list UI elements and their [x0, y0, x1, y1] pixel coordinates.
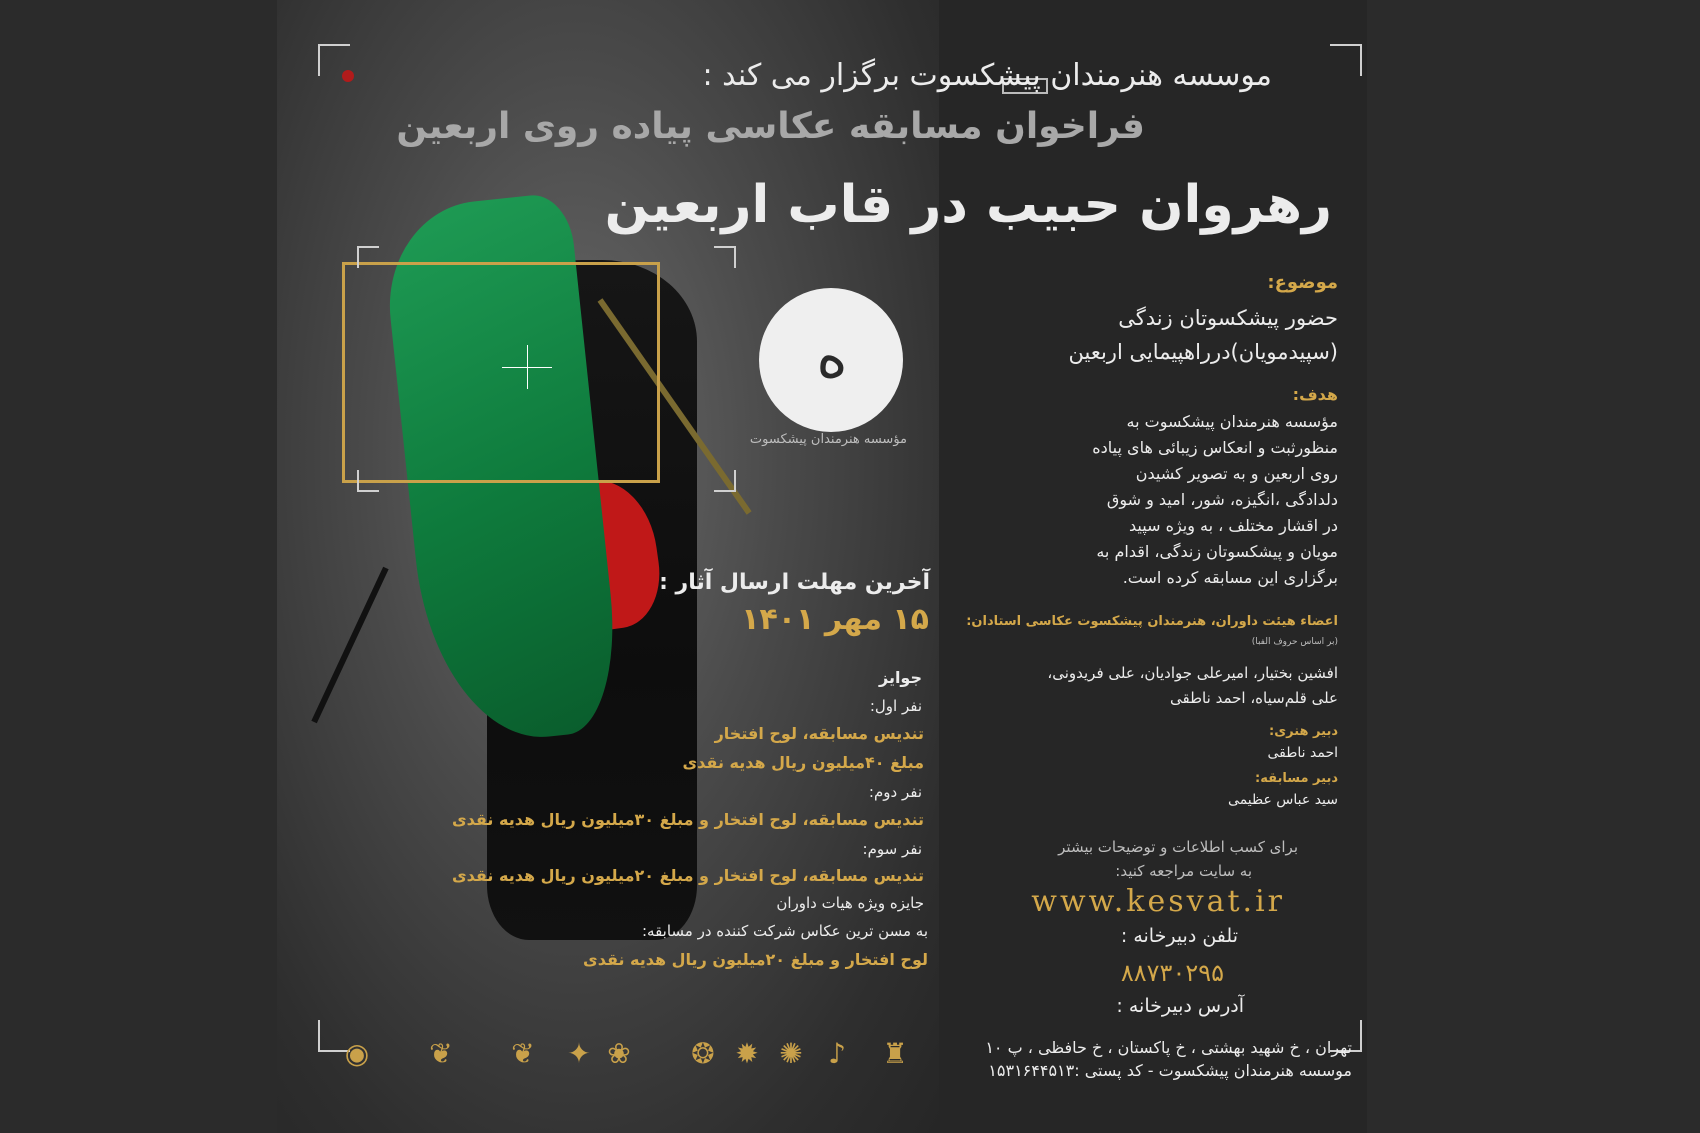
special-prize-line: لوح افتخار و مبلغ ۲۰میلیون ریال هدیه نقدی: [583, 950, 928, 969]
sponsor-logo-icon: ❦: [511, 1037, 535, 1070]
contest-secretary-name: سید عباس عظیمی: [1228, 792, 1338, 808]
record-dot-icon: [342, 70, 354, 82]
goal-line: روی اربعین و به تصویر کشیدن: [1135, 464, 1338, 483]
address-label: آدرس دبیرخانه :: [1116, 995, 1244, 1017]
call-title: فراخوان مسابقه عکاسی پیاده روی اربعین: [396, 106, 1145, 147]
sponsor-logo-icon: ♜: [882, 1037, 908, 1070]
sponsor-logo-icon: ❀: [607, 1037, 631, 1070]
phone-label: تلفن دبیرخانه :: [1120, 925, 1238, 947]
deadline-date: ۱۵ مهر ۱۴۰۱: [741, 602, 929, 637]
goal-line: منظورثبت و انعکاس زیبائی های پیاده: [1092, 438, 1338, 457]
deadline-label: آخرین مهلت ارسال آثار :: [659, 570, 930, 595]
goal-line: دلدادگی ،انگیزه، شور، امید و شوق: [1106, 490, 1338, 509]
sponsor-logo-icon: ❂: [691, 1037, 715, 1070]
sponsor-logo-icon: ✦: [567, 1037, 591, 1070]
jury-note: (بر اساس حروف الفبا): [1251, 637, 1338, 647]
topic-label: موضوع:: [1267, 272, 1338, 293]
goal-label: هدف:: [1292, 385, 1338, 404]
focus-frame: [342, 262, 660, 483]
first-prize-line: مبلغ ۴۰میلیون ریال هدیه نقدی: [682, 753, 924, 772]
info-line: به سایت مراجعه کنید:: [1115, 862, 1252, 880]
art-secretary-name: احمد ناطقی: [1267, 745, 1338, 761]
contest-secretary-label: دبیر مسابقه:: [1255, 771, 1338, 786]
sponsor-logo-icon: ✹: [735, 1037, 759, 1070]
logo-caption: مؤسسه هنرمندان پیشکسوت: [749, 432, 907, 447]
jury-names: علی قلم‌سیاه، احمد ناطقی: [1170, 689, 1338, 707]
logo-mark-icon: ه: [816, 322, 848, 392]
goal-line: در اقشار مختلف ، به ویژه سپید: [1129, 516, 1338, 535]
special-prize-desc: به مسن ترین عکاس شرکت کننده در مسابقه:: [642, 922, 928, 940]
page-title: رهروان حبیب در قاب اربعین: [604, 175, 1332, 235]
sponsor-logo-icon: ◉: [344, 1037, 370, 1070]
focus-corner-icon: [714, 246, 736, 268]
jury-label: اعضاء هیئت داوران، هنرمندان پیشکسوت عکاسی استادان:: [966, 614, 1338, 629]
special-prize-label: جایزه ویژه هیات داوران: [776, 894, 924, 912]
focus-corner-icon: [357, 246, 379, 268]
topic-line: (سپیدمویان)درراهپیمایی اربعین: [1068, 340, 1338, 364]
organizer-line: موسسه هنرمندان پیشکسوت برگزار می کند :: [702, 58, 1272, 93]
crosshair-icon: [527, 345, 528, 389]
info-line: برای کسب اطلاعات و توضیحات بیشتر: [1058, 838, 1298, 856]
goal-line: مؤسسه هنرمندان پیشکسوت به: [1126, 412, 1338, 431]
goal-line: مویان و پیشکسوتان زندگی، اقدام به: [1096, 542, 1338, 561]
jury-names: افشین بختیار، امیرعلی جوادیان، علی فریدونی،: [1047, 664, 1338, 682]
first-prize-label: نفر اول:: [869, 697, 922, 715]
sponsor-logo-icon: ❦: [429, 1037, 453, 1070]
phone-number: ۸۸۷۳۰۲۹۵: [1120, 959, 1224, 987]
address-line: موسسه هنرمندان پیشکسوت - کد پستی :۱۵۳۱۶۴۴۵۱۳: [988, 1061, 1352, 1080]
third-prize-line: تندیس مسابقه، لوح افتخار و مبلغ ۲۰میلیون ریال هدیه نقدی: [452, 866, 924, 885]
walking-cane: [311, 567, 388, 724]
sponsor-logo-icon: ♪: [828, 1037, 846, 1070]
focus-corner-icon: [714, 470, 736, 492]
first-prize-line: تندیس مسابقه، لوح افتخار: [714, 724, 924, 743]
second-prize-line: تندیس مسابقه، لوح افتخار و مبلغ ۳۰میلیون ریال هدیه نقدی: [452, 810, 924, 829]
address-line: تهران ، خ شهید بهشتی ، خ پاکستان ، خ حافظی ، پ ۱۰: [985, 1038, 1352, 1057]
art-secretary-label: دبیر هنری:: [1269, 724, 1338, 739]
viewfinder-corner-icon: [1330, 44, 1362, 76]
third-prize-label: نفر سوم:: [862, 840, 922, 858]
second-prize-label: نفر دوم:: [868, 783, 922, 801]
goal-line: برگزاری این مسابقه کرده است.: [1122, 568, 1338, 587]
website-link[interactable]: www.kesvat.ir: [1031, 884, 1285, 919]
prizes-label: جوایز: [878, 668, 922, 687]
focus-corner-icon: [357, 470, 379, 492]
topic-line: حضور پیشکسوتان زندگی: [1118, 306, 1338, 330]
sponsor-logo-icon: ✺: [779, 1037, 803, 1070]
